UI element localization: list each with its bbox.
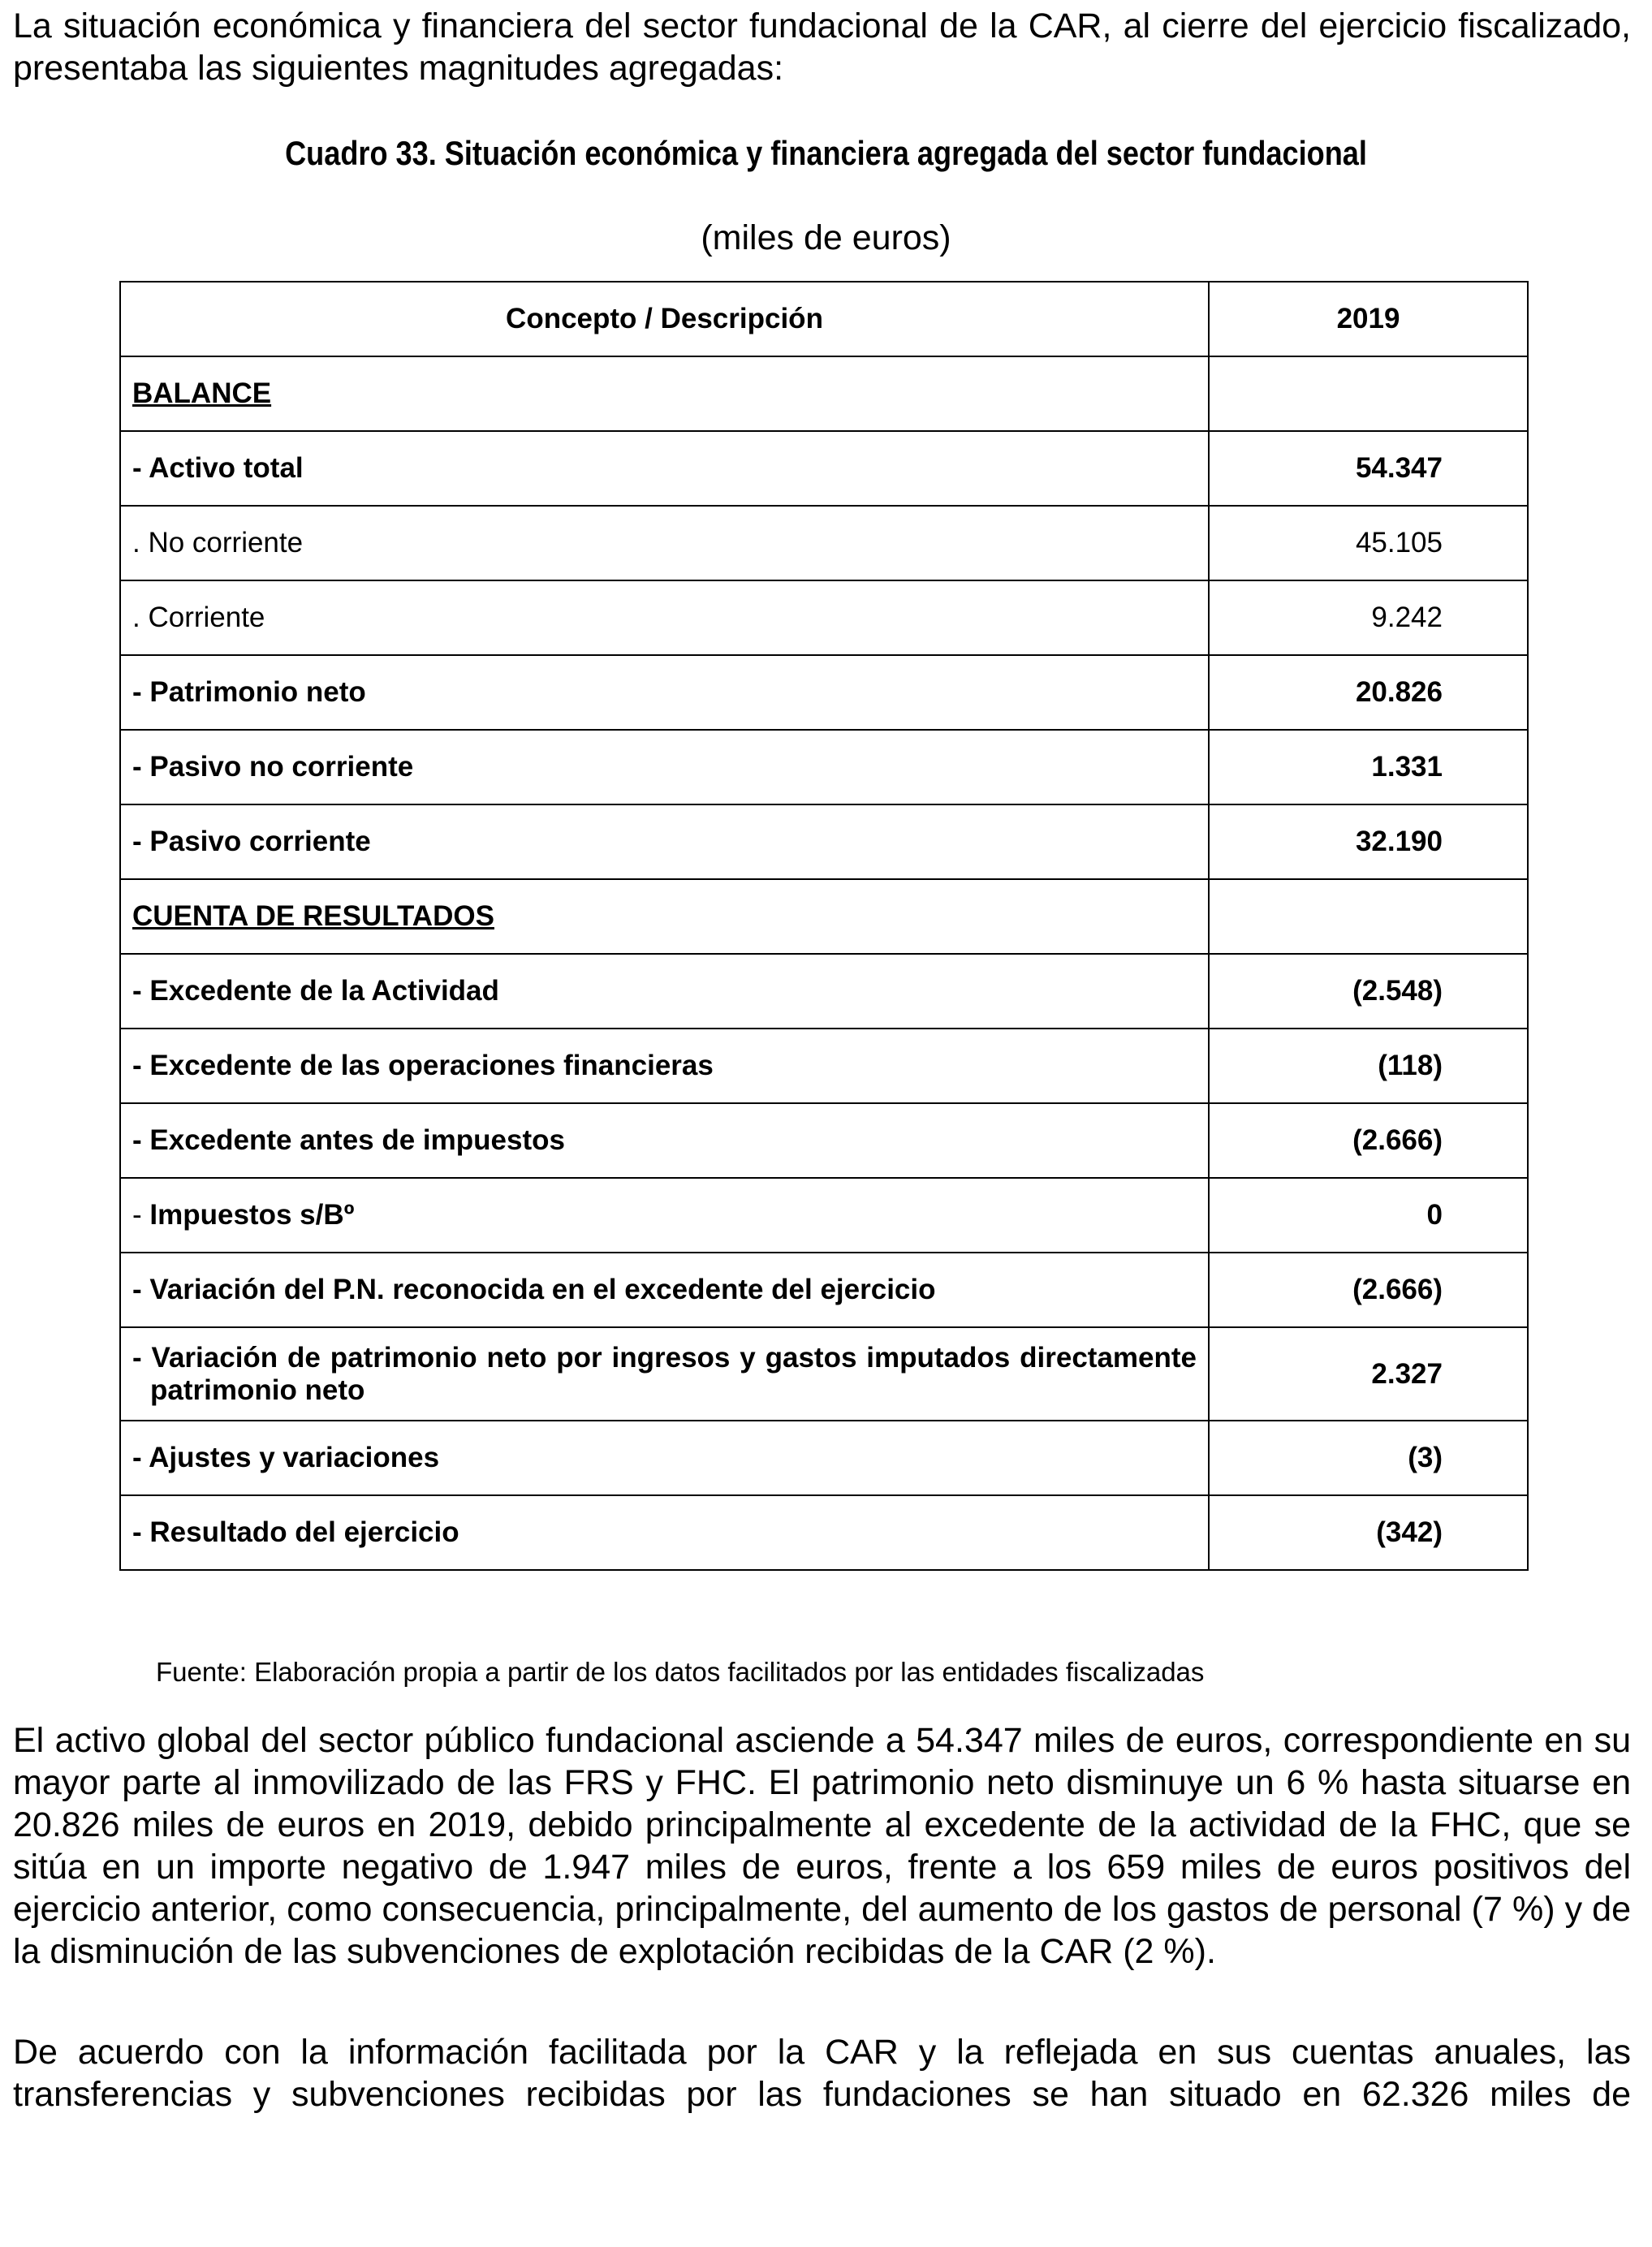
row-value: 0 <box>1209 1178 1528 1253</box>
row-value: (342) <box>1209 1495 1528 1570</box>
header-year: 2019 <box>1209 282 1528 356</box>
table-units: (miles de euros) <box>701 218 951 257</box>
table-row <box>120 1495 1528 1570</box>
table-row <box>120 506 1528 580</box>
section-label-balance: BALANCE <box>120 356 1209 431</box>
table-row <box>120 356 1528 431</box>
table-row <box>120 1253 1528 1327</box>
row-label: - Patrimonio neto <box>120 655 1209 730</box>
table-row <box>120 879 1528 954</box>
row-label-cell <box>120 1178 1209 1253</box>
row-value <box>1209 356 1528 431</box>
table-row <box>120 1327 1528 1421</box>
row-label: - Resultado del ejercicio <box>120 1495 1209 1570</box>
row-label: - Pasivo no corriente <box>120 730 1209 804</box>
body-paragraph-1: El activo global del sector público fundacional asciende a 54.347 miles de euros, correspondiente en su mayor parte al inmovilizado de las FRS y FHC. El patrimonio neto disminuye un 6 % hasta situarse en 20.826 miles de euros en 2019, debido principalmente al excedente de la actividad de la FHC, que se sitúa en un importe negativo de 1.947 miles de euros, frente a los 659 miles de euros positivos del ejercicio anterior, como consecuencia, principalmente, del aumento de los gastos de personal (7 %) y de la disminución de las subvenciones de explotación recibidas de la CAR (2 %). <box>13 1721 1631 1971</box>
section-label-results: CUENTA DE RESULTADOS <box>120 879 1209 954</box>
row-value: (2.548) <box>1209 954 1528 1029</box>
table-row <box>120 954 1528 1029</box>
row-label: Impuestos s/Bº <box>149 1199 355 1231</box>
row-value: (3) <box>1209 1421 1528 1495</box>
row-label: - Variación del P.N. reconocida en el excedente del ejercicio <box>120 1253 1209 1327</box>
body-paragraph-2: De acuerdo con la información facilitada por la CAR y la reflejada en sus cuentas anuales, las transferencias y subvenciones recibidas por las fundaciones se han situado en 62.326 miles de <box>13 2033 1631 2114</box>
row-value: 2.327 <box>1209 1327 1528 1421</box>
intro-paragraph: La situación económica y financiera del sector fundacional de la CAR, al cierre del ejercicio fiscalizado, presentaba las siguientes magnitudes agregadas: <box>13 6 1631 88</box>
table-row <box>120 1103 1528 1178</box>
row-label: . No corriente <box>120 506 1209 580</box>
row-value: (118) <box>1209 1029 1528 1103</box>
row-label-cell <box>120 1327 1209 1421</box>
table-row <box>120 431 1528 506</box>
financial-summary-table <box>119 281 1529 1571</box>
table-row <box>120 655 1528 730</box>
row-label: - Excedente de las operaciones financieras <box>120 1029 1209 1103</box>
row-label: . Corriente <box>120 580 1209 655</box>
header-concept: Concepto / Descripción <box>120 282 1209 356</box>
row-value: 54.347 <box>1209 431 1528 506</box>
table-row <box>120 730 1528 804</box>
table-row <box>120 804 1528 879</box>
table-row <box>120 1421 1528 1495</box>
row-value: 9.242 <box>1209 580 1528 655</box>
row-value <box>1209 879 1528 954</box>
row-value: 20.826 <box>1209 655 1528 730</box>
row-label: - Excedente de la Actividad <box>120 954 1209 1029</box>
row-value: 32.190 <box>1209 804 1528 879</box>
table-row <box>120 1178 1528 1253</box>
row-value: (2.666) <box>1209 1103 1528 1178</box>
row-label: - Variación de patrimonio neto por ingresos y gastos imputados directamente patrimonio neto <box>132 1341 1197 1406</box>
row-value: 45.105 <box>1209 506 1528 580</box>
table-row <box>120 580 1528 655</box>
table-header-row <box>120 282 1528 356</box>
row-label: - Ajustes y variaciones <box>120 1421 1209 1495</box>
row-label-prefix: - <box>132 1199 150 1231</box>
table-row <box>120 1029 1528 1103</box>
row-label: - Pasivo corriente <box>120 804 1209 879</box>
row-value: 1.331 <box>1209 730 1528 804</box>
row-label: - Activo total <box>120 431 1209 506</box>
row-value: (2.666) <box>1209 1253 1528 1327</box>
table-source-note: Fuente: Elaboración propia a partir de los datos facilitados por las entidades fiscalizadas <box>156 1657 1205 1687</box>
row-label: - Excedente antes de impuestos <box>120 1103 1209 1178</box>
table-title: Cuadro 33. Situación económica y financiera agregada del sector fundacional <box>285 134 1367 172</box>
